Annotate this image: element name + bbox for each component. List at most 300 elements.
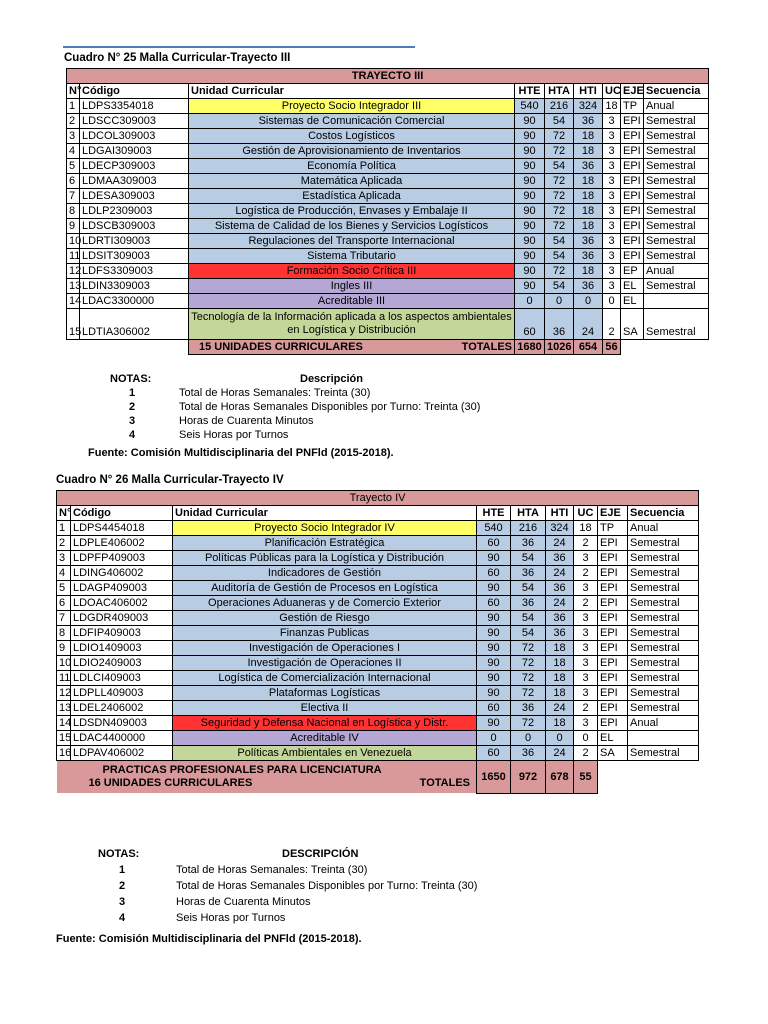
hte-value: 60 <box>477 701 511 716</box>
course-name: Plataformas Logísticas <box>173 686 477 701</box>
course-name: Seguridad y Defensa Nacional en Logística y Distr. <box>173 716 477 731</box>
row-number: 6 <box>67 174 80 189</box>
table-row <box>67 129 709 144</box>
course-code: LDGDR409003 <box>71 611 173 626</box>
course-name: Estadística Aplicada <box>189 189 515 204</box>
uc-value: 0 <box>603 294 621 309</box>
eje-value: EPI <box>621 144 644 159</box>
course-name: Gestión de Aprovisionamiento de Inventarios <box>189 144 515 159</box>
hti-value: 18 <box>574 144 603 159</box>
course-name: Proyecto Socio Integrador III <box>189 99 515 114</box>
course-code: LDECP309003 <box>80 159 189 174</box>
table-row <box>57 686 699 701</box>
table-row <box>57 551 699 566</box>
secuencia-value: Semestral <box>644 174 709 189</box>
hti-value: 0 <box>574 294 603 309</box>
eje-value: EPI <box>621 174 644 189</box>
secuencia-value: Semestral <box>644 249 709 264</box>
table-row <box>57 611 699 626</box>
col-code-header: Código <box>71 506 173 521</box>
uc-value: 3 <box>574 716 598 731</box>
secuencia-value: Semestral <box>628 536 699 551</box>
course-code: LDSCB309003 <box>80 219 189 234</box>
table-row <box>67 99 709 114</box>
hte-value: 90 <box>515 159 545 174</box>
eje-value: EPI <box>598 566 628 581</box>
eje-value: EPI <box>621 204 644 219</box>
uc-value: 2 <box>574 566 598 581</box>
note-row: 2 Total de Horas Semanales Disponibles por Turno: Treinta (30) <box>118 880 478 892</box>
note-row: 1 Total de Horas Semanales: Treinta (30) <box>128 387 371 399</box>
hte-value: 540 <box>477 521 511 536</box>
row-number: 15 <box>67 309 80 340</box>
uc-value: 3 <box>603 279 621 294</box>
note-row: 3 Horas de Cuarenta Minutos <box>118 896 311 908</box>
row-number: 4 <box>57 566 71 581</box>
course-name: Sistemas de Comunicación Comercial <box>189 114 515 129</box>
description-heading: Descripción <box>300 373 363 385</box>
table-row <box>67 174 709 189</box>
course-name: Auditoría de Gestión de Procesos en Logística <box>173 581 477 596</box>
col-secuencia-header: Secuencia <box>644 84 709 99</box>
hte-value: 90 <box>477 686 511 701</box>
table-row <box>57 731 699 746</box>
hte-value: 90 <box>515 189 545 204</box>
hti-value: 36 <box>574 114 603 129</box>
course-name: Sistema Tributario <box>189 249 515 264</box>
eje-value: EPI <box>621 219 644 234</box>
col-hte-header: HTE <box>477 506 511 521</box>
uc-value: 2 <box>574 536 598 551</box>
hta-value: 72 <box>545 189 574 204</box>
uc-value: 3 <box>574 611 598 626</box>
col-eje-header: EJE <box>621 84 644 99</box>
course-name: Electiva II <box>173 701 477 716</box>
hte-value: 90 <box>477 581 511 596</box>
row-number: 10 <box>57 656 71 671</box>
hta-value: 36 <box>545 309 574 340</box>
table-row <box>67 279 709 294</box>
eje-value: TP <box>598 521 628 536</box>
hti-value: 324 <box>574 99 603 114</box>
hte-value: 90 <box>515 174 545 189</box>
secuencia-value: Semestral <box>628 656 699 671</box>
hte-value: 90 <box>515 249 545 264</box>
hta-value: 72 <box>511 671 546 686</box>
total-hta: 972 <box>511 761 546 794</box>
eje-value: EPI <box>598 626 628 641</box>
practicas-label: PRACTICAS PROFESIONALES PARA LICENCIATURA 16 UNIDADES CURRICULARES TOTALES <box>71 761 477 794</box>
hta-value: 54 <box>545 279 574 294</box>
col-unit-header: Unidad Curricular <box>173 506 477 521</box>
eje-value: EPI <box>621 159 644 174</box>
row-number: 11 <box>57 671 71 686</box>
uc-value: 0 <box>574 731 598 746</box>
course-code: LDAGP409003 <box>71 581 173 596</box>
uc-value: 2 <box>574 596 598 611</box>
hta-value: 72 <box>545 174 574 189</box>
hti-value: 36 <box>546 551 574 566</box>
hti-value: 36 <box>574 249 603 264</box>
secuencia-value: Semestral <box>628 596 699 611</box>
eje-value: EPI <box>621 129 644 144</box>
secuencia-value: Semestral <box>628 701 699 716</box>
secuencia-value: Anual <box>628 716 699 731</box>
table-row <box>57 746 699 761</box>
hte-value: 90 <box>515 264 545 279</box>
hta-value: 36 <box>511 596 546 611</box>
secuencia-value: Semestral <box>628 746 699 761</box>
uc-value: 3 <box>603 219 621 234</box>
row-number: 15 <box>57 731 71 746</box>
hte-value: 90 <box>477 716 511 731</box>
course-code: LDFS3309003 <box>80 264 189 279</box>
col-hte-header: HTE <box>515 84 545 99</box>
hte-value: 90 <box>477 626 511 641</box>
course-name: Acreditable IV <box>173 731 477 746</box>
col-num-header: N° <box>57 506 71 521</box>
eje-value: EPI <box>621 234 644 249</box>
eje-value: TP <box>621 99 644 114</box>
course-name: Políticas Ambientales en Venezuela <box>173 746 477 761</box>
hta-value: 72 <box>545 129 574 144</box>
secuencia-value: Semestral <box>628 551 699 566</box>
hti-value: 36 <box>546 581 574 596</box>
hti-value: 18 <box>546 641 574 656</box>
course-code: LDESA309003 <box>80 189 189 204</box>
eje-value: EPI <box>598 671 628 686</box>
uc-value: 3 <box>603 204 621 219</box>
eje-value: EPI <box>621 249 644 264</box>
notes-heading: NOTAS: <box>98 848 140 860</box>
caption-trayecto-4: Cuadro N° 26 Malla Curricular-Trayecto IV <box>56 474 284 486</box>
row-number: 10 <box>67 234 80 249</box>
course-name: Costos Logísticos <box>189 129 515 144</box>
uc-value: 3 <box>603 144 621 159</box>
table-row <box>67 159 709 174</box>
source-note-trayecto-4: Fuente: Comisión Multidisciplinaria del PNFld (2015-2018). <box>56 933 362 945</box>
secuencia-value: Semestral <box>644 219 709 234</box>
col-hti-header: HTI <box>574 84 603 99</box>
hta-value: 0 <box>545 294 574 309</box>
eje-value: EPI <box>598 551 628 566</box>
col-unit-header: Unidad Curricular <box>189 84 515 99</box>
row-number: 9 <box>67 219 80 234</box>
course-code: LDING406002 <box>71 566 173 581</box>
hte-value: 60 <box>477 536 511 551</box>
total-uc: 56 <box>603 340 621 355</box>
row-number: 9 <box>57 641 71 656</box>
uc-value: 3 <box>574 626 598 641</box>
eje-value: EPI <box>598 701 628 716</box>
row-number: 3 <box>57 551 71 566</box>
col-secuencia-header: Secuencia <box>628 506 699 521</box>
course-name: Políticas Públicas para la Logística y Distribución <box>173 551 477 566</box>
table-row <box>67 144 709 159</box>
course-code: LDTIA306002 <box>80 309 189 340</box>
hti-value: 18 <box>574 264 603 279</box>
hti-value: 24 <box>546 596 574 611</box>
hta-value: 36 <box>511 566 546 581</box>
hti-value: 24 <box>546 566 574 581</box>
table-row <box>67 264 709 279</box>
uc-value: 3 <box>603 249 621 264</box>
course-name: Logística de Comercialización Internacional <box>173 671 477 686</box>
course-name: Operaciones Aduaneras y de Comercio Exterior <box>173 596 477 611</box>
col-code-header: Código <box>80 84 189 99</box>
hte-value: 90 <box>515 144 545 159</box>
secuencia-value: Semestral <box>644 309 709 340</box>
note-row: 4 Seis Horas por Turnos <box>118 912 286 924</box>
hti-value: 18 <box>546 686 574 701</box>
uc-value: 3 <box>603 174 621 189</box>
uc-value: 18 <box>574 521 598 536</box>
secuencia-value: Semestral <box>628 626 699 641</box>
hta-value: 72 <box>545 264 574 279</box>
course-name: Planificación Estratégica <box>173 536 477 551</box>
hti-value: 18 <box>546 716 574 731</box>
hta-value: 54 <box>545 114 574 129</box>
table-row <box>67 114 709 129</box>
hta-value: 36 <box>511 701 546 716</box>
secuencia-value: Semestral <box>628 566 699 581</box>
row-number: 16 <box>57 746 71 761</box>
hta-value: 216 <box>545 99 574 114</box>
total-hti: 678 <box>546 761 574 794</box>
col-uc-header: UC <box>574 506 598 521</box>
hte-value: 90 <box>515 279 545 294</box>
hte-value: 90 <box>477 656 511 671</box>
hte-value: 90 <box>477 551 511 566</box>
uc-value: 3 <box>603 189 621 204</box>
hte-value: 90 <box>477 641 511 656</box>
course-name: Matemática Aplicada <box>189 174 515 189</box>
hti-value: 24 <box>574 309 603 340</box>
course-code: LDCOL309003 <box>80 129 189 144</box>
uc-value: 3 <box>574 641 598 656</box>
eje-value: EP <box>621 264 644 279</box>
hta-value: 72 <box>511 656 546 671</box>
row-number: 5 <box>67 159 80 174</box>
course-name: Formación Socio Crítica III <box>189 264 515 279</box>
row-number: 14 <box>57 716 71 731</box>
total-hta: 1026 <box>545 340 574 355</box>
row-number: 3 <box>67 129 80 144</box>
course-code: LDMAA309003 <box>80 174 189 189</box>
hti-value: 24 <box>546 536 574 551</box>
hti-value: 36 <box>574 234 603 249</box>
course-code: LDIO1409003 <box>71 641 173 656</box>
table-row <box>67 204 709 219</box>
hte-value: 60 <box>477 566 511 581</box>
row-number: 7 <box>67 189 80 204</box>
row-number: 12 <box>57 686 71 701</box>
hta-value: 54 <box>511 611 546 626</box>
uc-value: 3 <box>574 671 598 686</box>
course-name: Acreditable III <box>189 294 515 309</box>
course-name: Investigación de Operaciones I <box>173 641 477 656</box>
hta-value: 54 <box>511 551 546 566</box>
course-code: LDIO2409003 <box>71 656 173 671</box>
total-units-label: 15 UNIDADES CURRICULARES TOTALES <box>189 340 515 355</box>
band-title: Trayecto IV <box>57 491 699 506</box>
hta-value: 0 <box>511 731 546 746</box>
uc-value: 3 <box>574 581 598 596</box>
uc-value: 3 <box>603 264 621 279</box>
secuencia-value: Semestral <box>644 144 709 159</box>
description-heading: DESCRIPCIÓN <box>282 848 359 860</box>
hte-value: 90 <box>515 129 545 144</box>
uc-value: 3 <box>603 234 621 249</box>
hta-value: 36 <box>511 536 546 551</box>
uc-value: 2 <box>603 309 621 340</box>
eje-value: EPI <box>598 716 628 731</box>
row-number: 2 <box>57 536 71 551</box>
secuencia-value <box>628 731 699 746</box>
curriculum-table-trayecto-3 <box>66 68 709 355</box>
course-code: LDPS3354018 <box>80 99 189 114</box>
uc-value: 3 <box>603 159 621 174</box>
secuencia-value: Anual <box>644 264 709 279</box>
course-code: LDGAI309003 <box>80 144 189 159</box>
table-row <box>57 716 699 731</box>
uc-value: 3 <box>574 551 598 566</box>
table-row <box>67 189 709 204</box>
course-name: Proyecto Socio Integrador IV <box>173 521 477 536</box>
hta-value: 72 <box>545 204 574 219</box>
table-row <box>57 656 699 671</box>
table-row <box>57 536 699 551</box>
hti-value: 18 <box>546 671 574 686</box>
eje-value: EPI <box>621 189 644 204</box>
course-name: Economía Política <box>189 159 515 174</box>
course-name: Finanzas Publicas <box>173 626 477 641</box>
eje-value: EPI <box>598 611 628 626</box>
course-name: Tecnología de la Información aplicada a los aspectos ambientales en Logística y Distribución <box>189 309 515 340</box>
col-hti-header: HTI <box>546 506 574 521</box>
hte-value: 90 <box>477 671 511 686</box>
course-code: LDPLL409003 <box>71 686 173 701</box>
row-number: 1 <box>57 521 71 536</box>
table-row <box>57 641 699 656</box>
table-row <box>57 581 699 596</box>
note-row: 1 Total de Horas Semanales: Treinta (30) <box>118 864 368 876</box>
secuencia-value: Semestral <box>628 581 699 596</box>
course-code: LDPFP409003 <box>71 551 173 566</box>
uc-value: 3 <box>603 129 621 144</box>
table-row <box>57 626 699 641</box>
hta-value: 72 <box>545 219 574 234</box>
hta-value: 72 <box>545 144 574 159</box>
hte-value: 0 <box>515 294 545 309</box>
col-num-header: N° <box>67 84 80 99</box>
table-row <box>57 566 699 581</box>
course-code: LDLCI409003 <box>71 671 173 686</box>
hte-value: 60 <box>515 309 545 340</box>
table-row <box>67 219 709 234</box>
secuencia-value: Semestral <box>644 159 709 174</box>
hti-value: 18 <box>574 219 603 234</box>
course-name: Gestión de Riesgo <box>173 611 477 626</box>
hte-value: 540 <box>515 99 545 114</box>
hte-value: 90 <box>477 611 511 626</box>
uc-value: 18 <box>603 99 621 114</box>
row-number: 12 <box>67 264 80 279</box>
row-number: 11 <box>67 249 80 264</box>
row-number: 14 <box>67 294 80 309</box>
hta-value: 54 <box>545 249 574 264</box>
table-row <box>57 596 699 611</box>
hti-value: 24 <box>546 701 574 716</box>
row-number: 8 <box>67 204 80 219</box>
secuencia-value: Semestral <box>644 234 709 249</box>
total-hte: 1650 <box>477 761 511 794</box>
eje-value: EPI <box>598 686 628 701</box>
row-number: 13 <box>67 279 80 294</box>
uc-value: 2 <box>574 746 598 761</box>
curriculum-table-trayecto-4 <box>56 490 699 794</box>
eje-value: EPI <box>598 596 628 611</box>
notes-trayecto-3 <box>0 373 768 448</box>
hta-value: 72 <box>511 641 546 656</box>
course-code: LDPS4454018 <box>71 521 173 536</box>
course-code: LDPLE406002 <box>71 536 173 551</box>
hte-value: 60 <box>477 746 511 761</box>
hta-value: 54 <box>545 234 574 249</box>
hta-value: 54 <box>511 581 546 596</box>
hti-value: 36 <box>574 279 603 294</box>
hte-value: 60 <box>477 596 511 611</box>
uc-value: 2 <box>574 701 598 716</box>
hti-value: 24 <box>546 746 574 761</box>
table-row <box>67 234 709 249</box>
uc-value: 3 <box>603 114 621 129</box>
total-hti: 654 <box>574 340 603 355</box>
secuencia-value: Semestral <box>644 279 709 294</box>
course-name: Sistema de Calidad de los Bienes y Servicios Logísticos <box>189 219 515 234</box>
secuencia-value: Anual <box>644 99 709 114</box>
caption-trayecto-3: Cuadro N° 25 Malla Curricular-Trayecto III <box>64 52 291 64</box>
col-hta-header: HTA <box>545 84 574 99</box>
course-code: LDFIP409003 <box>71 626 173 641</box>
col-hta-header: HTA <box>511 506 546 521</box>
secuencia-value: Semestral <box>628 686 699 701</box>
eje-value: EPI <box>598 656 628 671</box>
col-uc-header: UC <box>603 84 621 99</box>
eje-value: SA <box>621 309 644 340</box>
course-name: Logística de Producción, Envases y Embalaje II <box>189 204 515 219</box>
secuencia-value: Semestral <box>628 641 699 656</box>
course-code: LDRTI309003 <box>80 234 189 249</box>
total-uc: 55 <box>574 761 598 794</box>
secuencia-value: Semestral <box>644 129 709 144</box>
hta-value: 36 <box>511 746 546 761</box>
hti-value: 324 <box>546 521 574 536</box>
row-number: 5 <box>57 581 71 596</box>
hta-value: 72 <box>511 686 546 701</box>
course-code: LDLP2309003 <box>80 204 189 219</box>
hta-value: 54 <box>545 159 574 174</box>
eje-value: EPI <box>598 536 628 551</box>
course-code: LDOAC406002 <box>71 596 173 611</box>
table-row <box>57 671 699 686</box>
row-number: 13 <box>57 701 71 716</box>
table-row <box>67 294 709 309</box>
eje-value: EPI <box>621 114 644 129</box>
note-row: 3 Horas de Cuarenta Minutos <box>128 415 314 427</box>
row-number: 1 <box>67 99 80 114</box>
hti-value: 18 <box>574 189 603 204</box>
